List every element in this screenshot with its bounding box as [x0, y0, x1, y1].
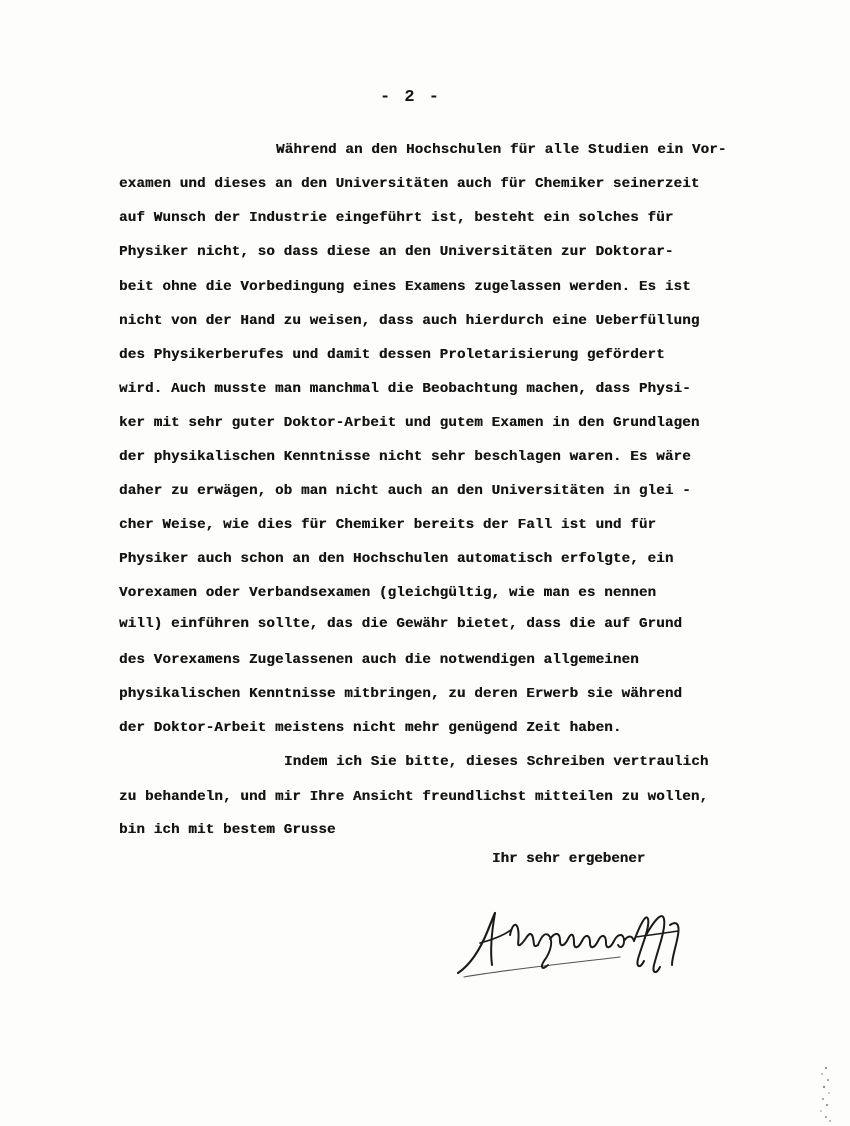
- text-line: nicht von der Hand zu weisen, dass auch hierdurch eine Ueberfüllung: [119, 313, 700, 329]
- text-line: zu behandeln, und mir Ihre Ansicht freundlichst mitteilen zu wollen,: [119, 789, 709, 805]
- text-line: daher zu erwägen, ob man nicht auch an den Universitäten in glei -: [119, 483, 691, 499]
- text-line: examen und dieses an den Universitäten auch für Chemiker seinerzeit: [119, 176, 700, 192]
- text-line: wird. Auch musste man manchmal die Beobachtung machen, dass Physi-: [119, 381, 691, 397]
- text-line: cher Weise, wie dies für Chemiker bereits der Fall ist und für: [119, 517, 657, 533]
- scan-edge-artifact: [812, 1060, 836, 1126]
- text-line: Vorexamen oder Verbandsexamen (gleichgültig, wie man es nennen: [119, 585, 657, 601]
- text-line: der physikalischen Kenntnisse nicht sehr beschlagen waren. Es wäre: [119, 449, 691, 465]
- text-line: des Vorexamens Zugelassenen auch die notwendigen allgemeinen: [119, 652, 639, 668]
- page-number: - 2 -: [380, 88, 442, 107]
- text-line: Indem ich Sie bitte, dieses Schreiben vertraulich: [284, 754, 709, 770]
- text-line: beit ohne die Vorbedingung eines Examens zugelassen werden. Es ist: [119, 279, 691, 295]
- text-line: ker mit sehr guter Doktor-Arbeit und gutem Examen in den Grundlagen: [119, 415, 700, 431]
- text-line: Physiker auch schon an den Hochschulen automatisch erfolgte, ein: [119, 551, 674, 567]
- text-line: physikalischen Kenntnisse mitbringen, zu deren Erwerb sie während: [119, 686, 683, 702]
- closing-phrase: Ihr sehr ergebener: [492, 851, 646, 867]
- text-line: auf Wunsch der Industrie eingeführt ist, besteht ein solches für: [119, 210, 674, 226]
- text-line: Während an den Hochschulen für alle Studien ein Vor-: [276, 142, 727, 158]
- handwritten-signature: [450, 895, 720, 985]
- text-line: Physiker nicht, so dass diese an den Universitäten zur Doktorar-: [119, 244, 674, 260]
- text-line: des Physikerberufes und damit dessen Proletarisierung gefördert: [119, 347, 665, 363]
- text-line: der Doktor-Arbeit meistens nicht mehr genügend Zeit haben.: [119, 720, 622, 736]
- text-line: will) einführen sollte, das die Gewähr bietet, dass die auf Grund: [119, 616, 683, 632]
- text-line: bin ich mit bestem Grusse: [119, 822, 336, 838]
